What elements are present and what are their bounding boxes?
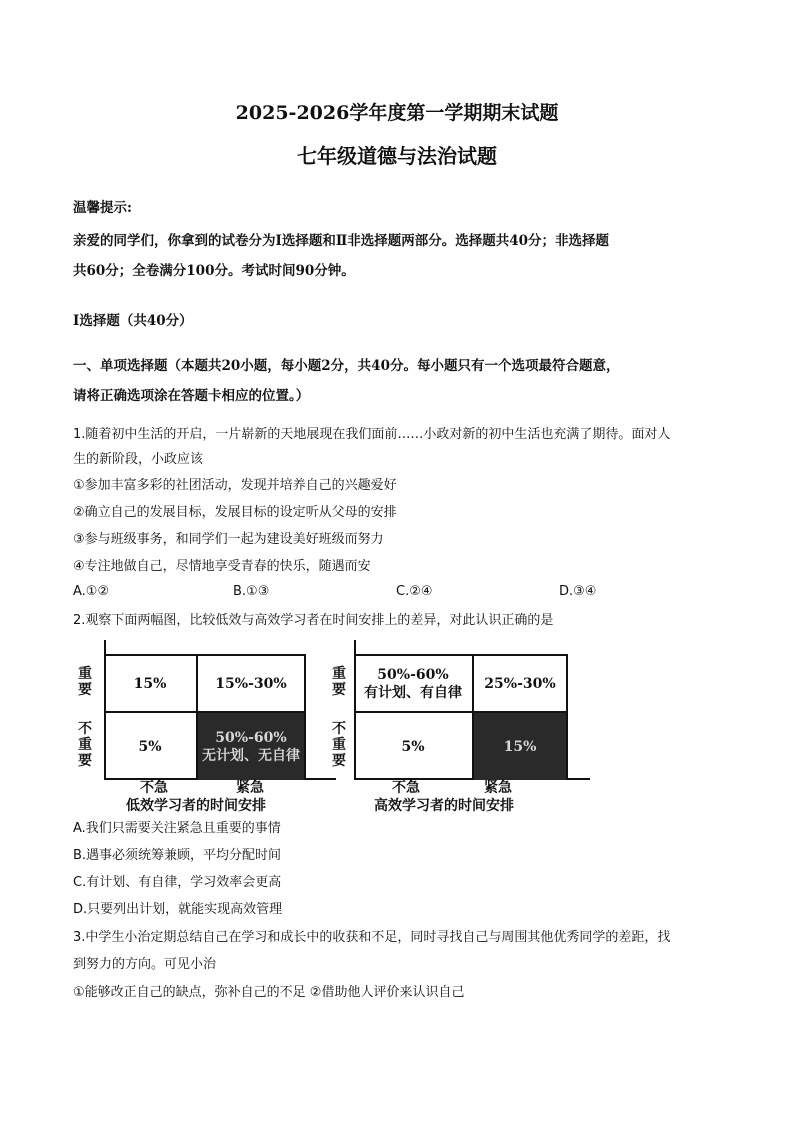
cell-value: 50%-60% xyxy=(377,666,449,683)
y-label-unimportant: 不重要 xyxy=(332,721,346,769)
cell-unimportant-urgent xyxy=(198,713,304,780)
x-label-urgent: 紧急 xyxy=(484,780,512,796)
exam-title: 2025-2026学年度第一学期期末试题 xyxy=(235,102,559,124)
cell-important-not-urgent: 15% xyxy=(133,675,167,692)
cell-unimportant-not-urgent: 5% xyxy=(138,738,162,755)
notice-label: 温馨提示: xyxy=(73,200,132,216)
cell-value: 50%-60% xyxy=(215,729,287,746)
part-instruction-1: 一、单项选择题（本题共20小题，每小题2分，共40分。每小题只有一个选项最符合题意， xyxy=(73,358,620,374)
y-label-important: 重要 xyxy=(78,666,92,698)
matrix-grid xyxy=(354,654,568,780)
y-label-unimportant: 不重要 xyxy=(78,721,92,769)
cell-unimportant-not-urgent: 5% xyxy=(401,738,425,755)
notice-line-1: 亲爱的同学们，你拿到的试卷分为Ⅰ选择题和Ⅱ非选择题两部分。选择题共40分；非选择题 xyxy=(73,233,609,249)
figure-caption: 高效学习者的时间安排 xyxy=(374,798,514,814)
figure-caption: 低效学习者的时间安排 xyxy=(126,798,266,814)
q2-option-a[interactable]: A.我们只需要关注紧急且重要的事情 xyxy=(73,821,281,836)
q1-stem-2: 生的新阶段，小政应该 xyxy=(73,452,204,467)
part-instruction-2: 请将正确选项涂在答题卡相应的位置。） xyxy=(73,388,310,404)
notice-line-2: 共60分；全卷满分100分。考试时间90分钟。 xyxy=(73,263,355,279)
q3-stem-1: 3.中学生小治定期总结自己在学习和成长中的收获和不足，同时寻找自己与周围其他优秀同学的差距，找 xyxy=(73,930,671,945)
q1-option-a[interactable]: A.①② xyxy=(73,584,110,599)
cell-unimportant-urgent: 15% xyxy=(474,713,566,780)
x-label-urgent: 紧急 xyxy=(236,780,264,796)
cell-note: 有计划、有自律 xyxy=(364,684,462,701)
matrix-grid xyxy=(104,654,306,780)
q2-option-b[interactable]: B.遇事必须统筹兼顾，平均分配时间 xyxy=(73,848,282,863)
y-label-important: 重要 xyxy=(332,666,346,698)
q1-options xyxy=(73,584,723,604)
section-title: Ⅰ选择题（共40分） xyxy=(73,313,193,329)
q2-option-c[interactable]: C.有计划、有自律，学习效率会更高 xyxy=(73,875,282,890)
q3-item-1: ①能够改正自己的缺点，弥补自己的不足 ②借助他人评价来认识自己 xyxy=(73,985,465,1000)
q3-stem-2: 到努力的方向。可见小治 xyxy=(73,957,217,972)
exam-subtitle: 七年级道德与法治试题 xyxy=(297,144,497,168)
q1-item-4: ④专注地做自己，尽情地享受青春的快乐，随遇而安 xyxy=(73,559,371,574)
cell-important-urgent: 15%-30% xyxy=(215,675,287,692)
cell-note: 无计划、无自律 xyxy=(202,747,300,764)
q2-option-d[interactable]: D.只要列出计划，就能实现高效管理 xyxy=(73,902,283,917)
q1-stem-1: 1.随着初中生活的开启，一片崭新的天地展现在我们面前……小政对新的初中生活也充满了期待。面对人 xyxy=(73,427,671,442)
figure-high-efficiency xyxy=(324,636,594,816)
q1-item-3: ③参与班级事务，和同学们一起为建设美好班级而努力 xyxy=(73,532,384,547)
q2-stem: 2.观察下面两幅图，比较低效与高效学习者在时间安排上的差异，对此认识正确的是 xyxy=(73,613,554,628)
x-label-not-urgent: 不急 xyxy=(392,780,420,796)
cell-important-not-urgent xyxy=(354,656,472,711)
q1-item-1: ①参加丰富多彩的社团活动，发现并培养自己的兴趣爱好 xyxy=(73,478,397,493)
q1-item-2: ②确立自己的发展目标，发展目标的设定听从父母的安排 xyxy=(73,505,397,520)
cell-important-urgent: 25%-30% xyxy=(484,675,556,692)
figure-low-efficiency xyxy=(70,636,340,816)
x-label-not-urgent: 不急 xyxy=(140,780,168,796)
q1-option-c[interactable]: C.②④ xyxy=(396,584,433,599)
q1-option-d[interactable]: D.③④ xyxy=(559,584,597,599)
q1-option-b[interactable]: B.①③ xyxy=(233,584,270,599)
